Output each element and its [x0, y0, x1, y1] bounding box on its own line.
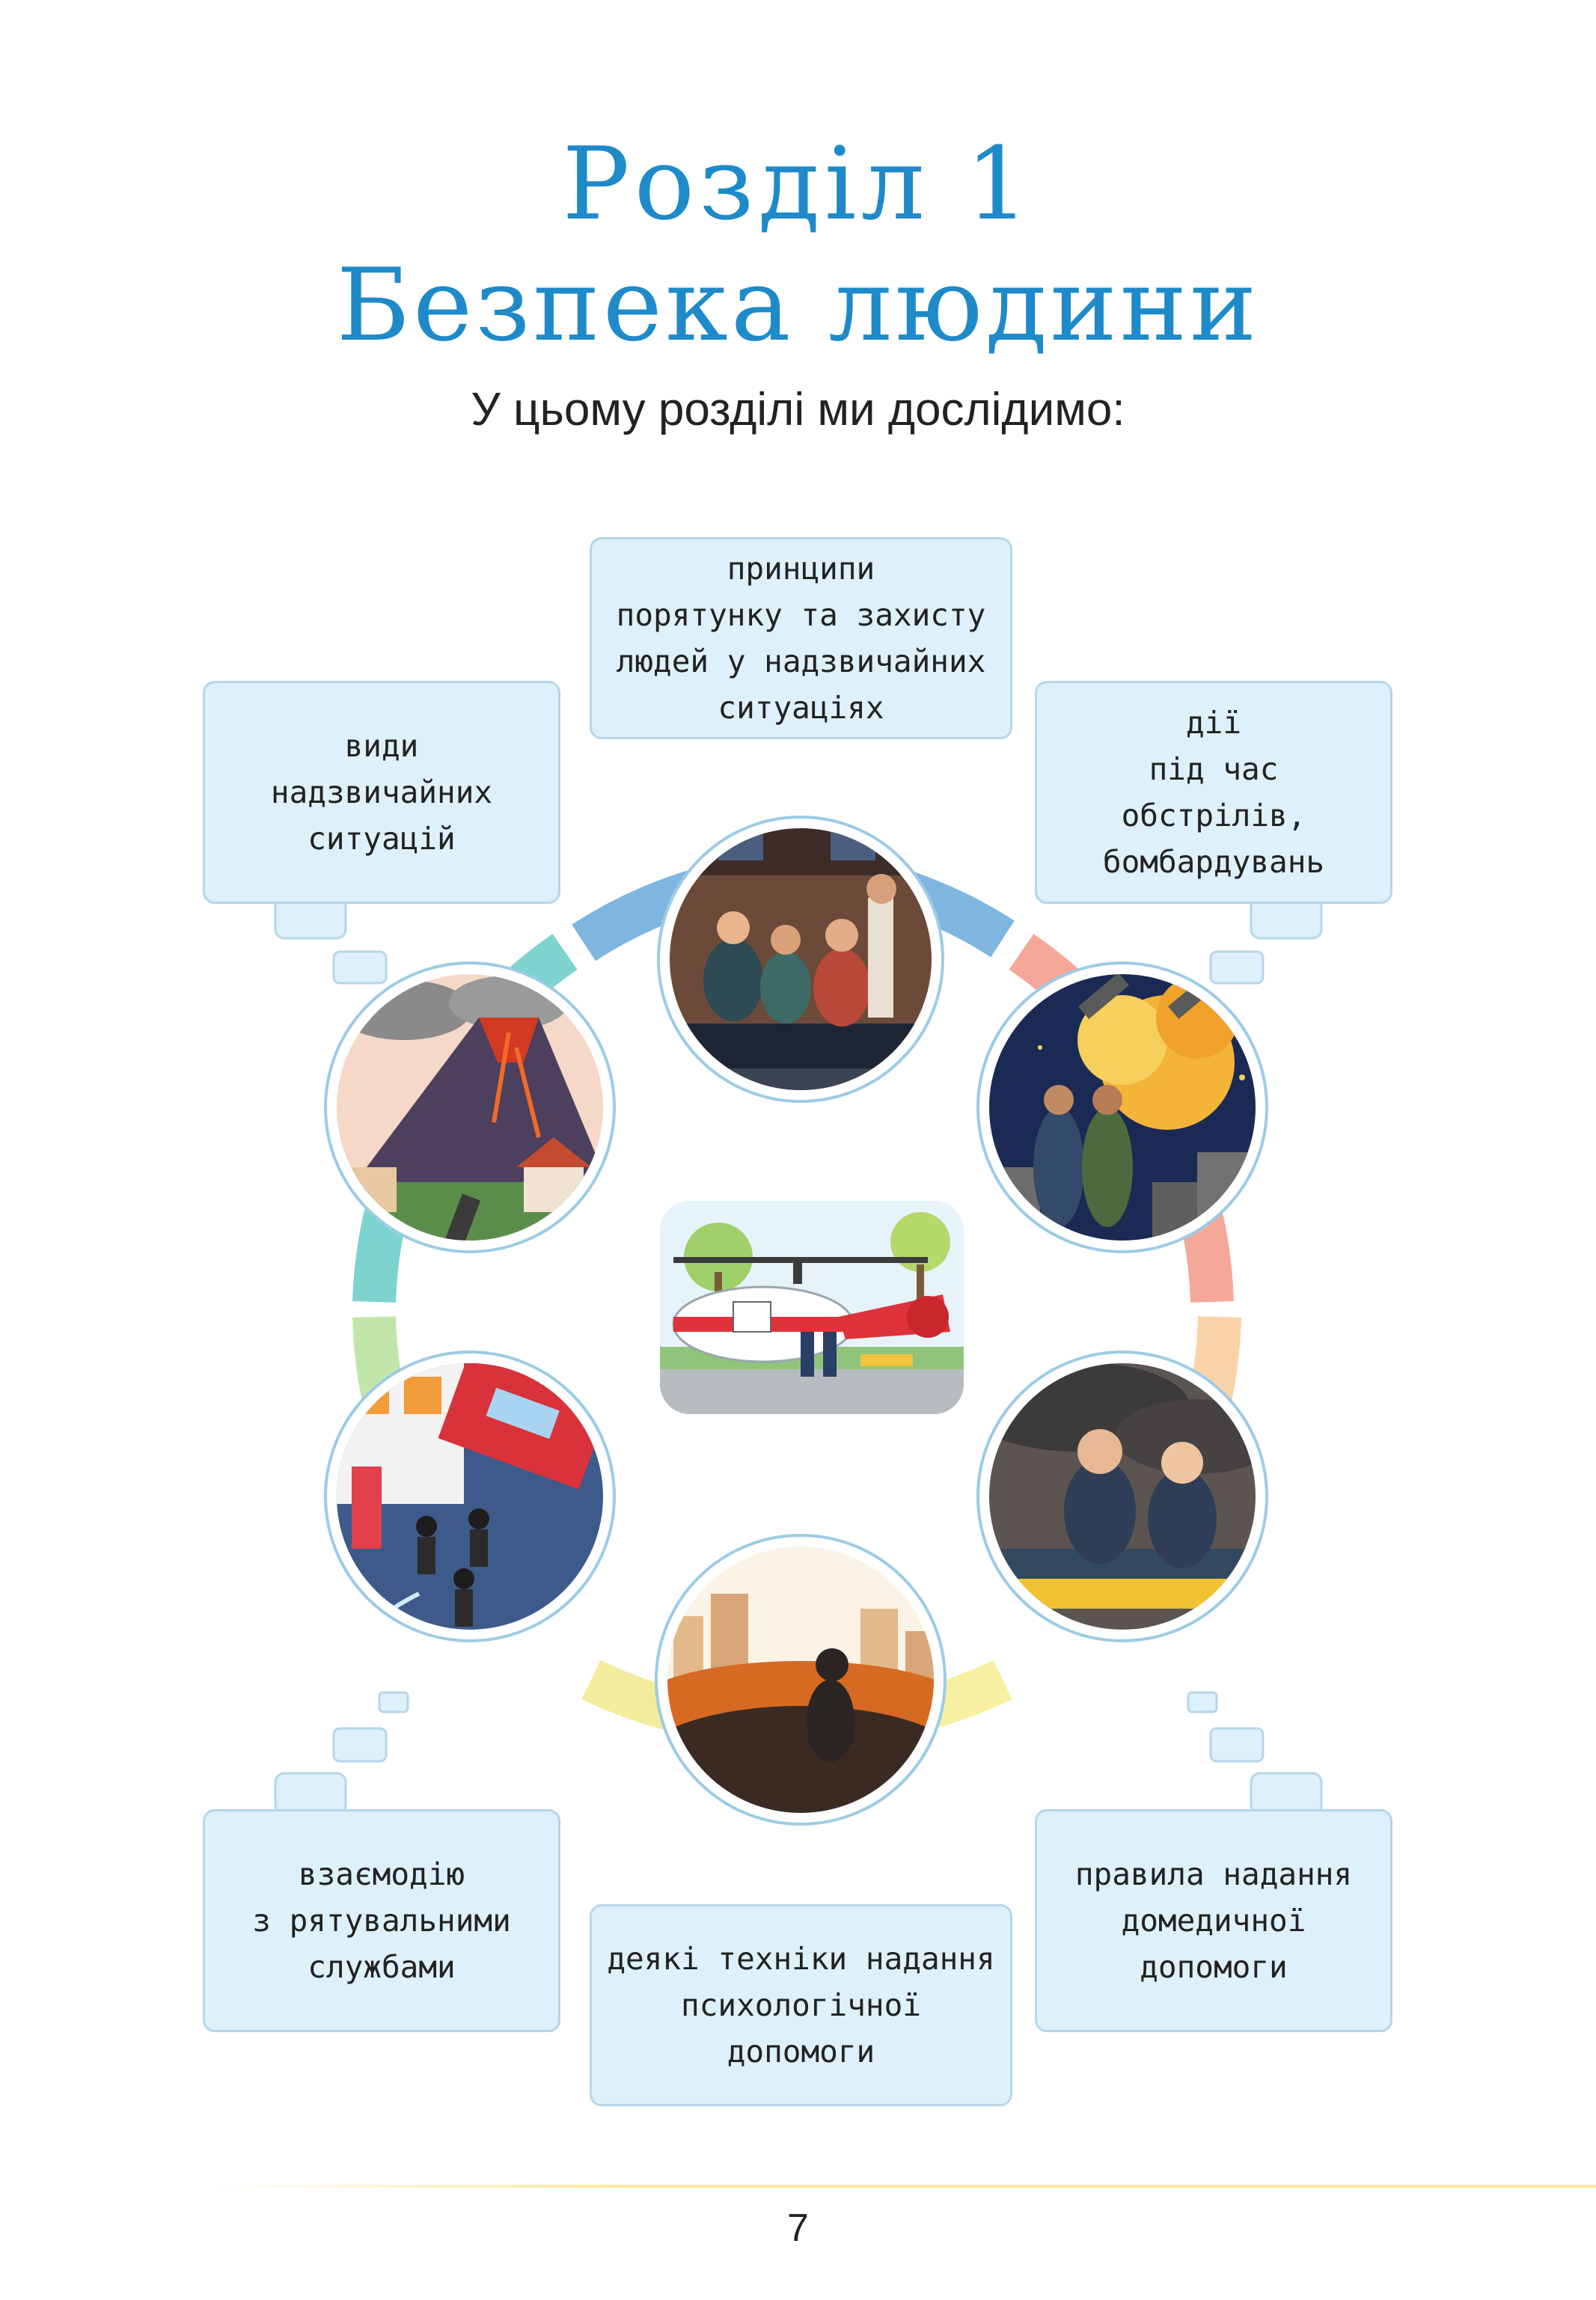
chapter-intro: У цьому розділі ми дослідимо: [471, 384, 1125, 435]
chapter-title: Безпека людини [336, 247, 1260, 364]
firefighters-illustration [325, 1352, 614, 1641]
topic-psychological-help [590, 1904, 1012, 2106]
topic-label: правила надання домедичної допомоги [1074, 1856, 1353, 1985]
topic-emergency-types [203, 681, 560, 904]
topic-first-aid [1035, 1809, 1392, 2032]
footer-divider [210, 2185, 1596, 2188]
topic-label: дії під час обстрілів, бомбардувань [1102, 705, 1325, 880]
chapter-number: Розділ 1 [562, 126, 1034, 242]
topic-label: деякі техніки надання психологічної допомоги [607, 1941, 995, 2070]
topic-rescue-principles [590, 537, 1012, 739]
topic-label: принципи порятунку та захисту людей у надзвичайних ситуаціях [616, 551, 986, 726]
psychological-help-illustration [636, 1535, 965, 1826]
rescue-helicopter-illustration [660, 1201, 964, 1414]
shelter-illustration [658, 817, 943, 1113]
page-number: 7 [787, 2206, 809, 2250]
bombing-illustration [978, 963, 1267, 1257]
topic-label: види надзвичайних ситуацій [270, 728, 493, 857]
topic-shelling-actions [1035, 681, 1392, 904]
topic-rescue-services [203, 1809, 560, 2032]
topic-label: взаємодію з рятувальними службами [252, 1856, 511, 1985]
